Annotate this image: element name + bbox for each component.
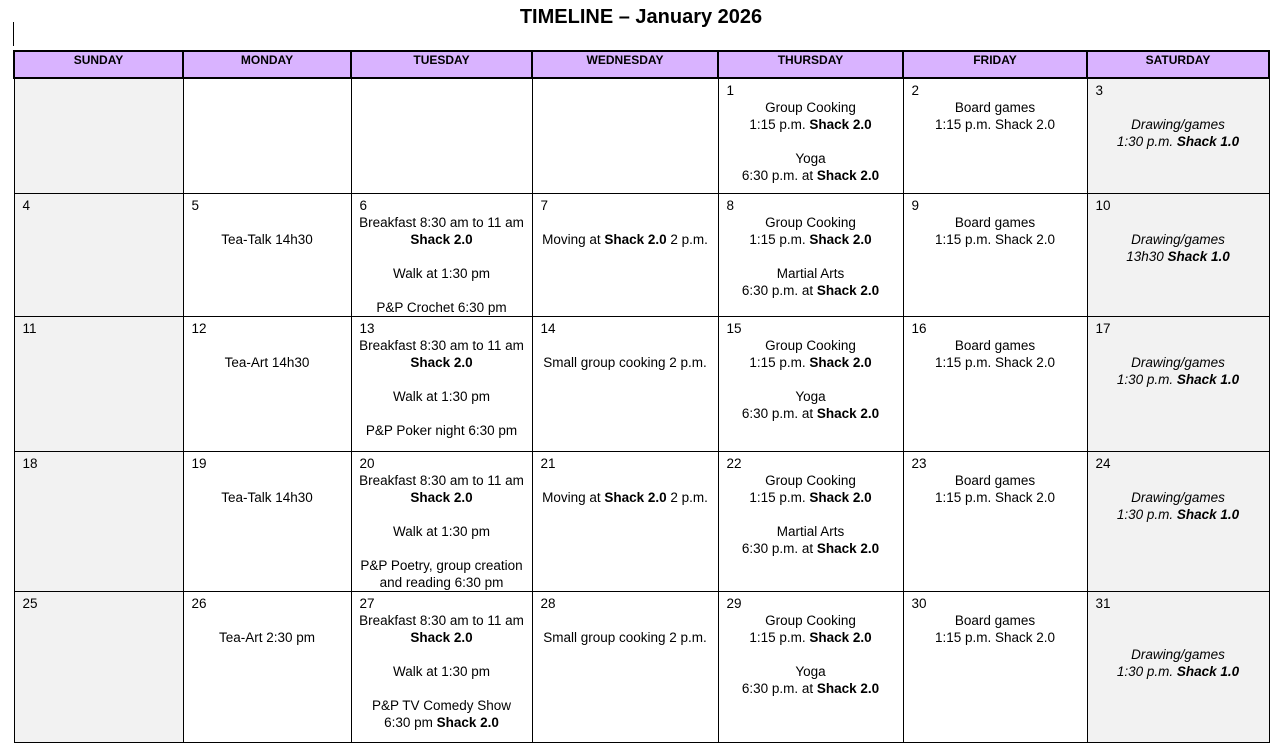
event-segment: 2 p.m. xyxy=(666,231,708,247)
day-cell xyxy=(183,316,351,451)
event-segment: 6:30 p.m. at xyxy=(741,405,817,421)
event-text xyxy=(904,612,1087,646)
event-line xyxy=(908,612,1083,629)
event-text xyxy=(904,214,1087,248)
event-text xyxy=(719,472,903,557)
event-line xyxy=(723,337,899,354)
event-segment: Yoga xyxy=(795,151,826,166)
event-segment: Martial Arts xyxy=(776,523,845,539)
location-text: Shack 2.0 xyxy=(816,168,880,183)
event-segment: 1:15 p.m. xyxy=(749,354,810,370)
event-segment: Small group cooking 2 p.m. xyxy=(543,354,707,370)
day-cell xyxy=(718,451,903,591)
event-line xyxy=(723,99,899,116)
event-segment: 1:15 p.m. xyxy=(749,117,810,132)
event-line xyxy=(356,714,528,731)
day-number: 31 xyxy=(1095,595,1111,611)
location-text: Shack 1.0 xyxy=(1176,371,1240,387)
event-segment: 1:15 p.m. Shack 2.0 xyxy=(934,231,1056,247)
event-segment: 6:30 p.m. at xyxy=(741,282,817,298)
event-line xyxy=(723,680,899,697)
event-text xyxy=(1088,214,1269,265)
event-segment: Tea-Talk 14h30 xyxy=(221,489,313,505)
event-segment: 13h30 xyxy=(1126,248,1168,264)
event-text xyxy=(1088,99,1269,150)
day-cell xyxy=(351,316,532,451)
event-line xyxy=(356,663,528,680)
event-segment: Martial Arts xyxy=(776,265,845,281)
event-segment: Tea-Art 2:30 pm xyxy=(218,629,316,645)
event-segment: 1:30 p.m. xyxy=(1116,506,1177,522)
day-cell xyxy=(903,451,1087,591)
event-line xyxy=(188,629,347,646)
day-cell xyxy=(351,591,532,742)
calendar-body xyxy=(14,78,1269,742)
event-segment: P&P Poetry, group creation xyxy=(360,557,523,573)
event-segment: Moving at xyxy=(542,231,605,247)
week-row xyxy=(14,591,1269,742)
day-cell xyxy=(14,193,183,316)
day-number: 24 xyxy=(1095,455,1111,471)
location-text: Shack 1.0 xyxy=(1176,134,1240,149)
event-line xyxy=(723,663,899,680)
event-line xyxy=(723,167,899,184)
day-number xyxy=(184,79,351,99)
day-cell xyxy=(1087,591,1269,742)
event-segment: 2 p.m. xyxy=(666,489,708,505)
event-line xyxy=(537,231,714,248)
day-number: 19 xyxy=(191,455,207,471)
day-cell xyxy=(1087,316,1269,451)
event-segment: Yoga xyxy=(795,388,826,404)
event-text xyxy=(1088,612,1269,680)
event-segment: 6:30 pm xyxy=(384,714,437,730)
event-segment: Walk at 1:30 pm xyxy=(392,663,491,679)
day-cell xyxy=(1087,193,1269,316)
event-text xyxy=(184,214,351,248)
event-segment: 6:30 p.m. at xyxy=(741,540,817,556)
event-text xyxy=(352,612,532,731)
event-text xyxy=(352,214,532,316)
day-cell xyxy=(532,316,718,451)
day-cell xyxy=(532,591,718,742)
day-cell xyxy=(1087,78,1269,193)
event-line xyxy=(188,354,347,371)
event-segment: 1:15 p.m. xyxy=(749,489,810,505)
event-segment: Group Cooking xyxy=(765,472,856,488)
event-text xyxy=(352,337,532,439)
event-text xyxy=(184,612,351,646)
event-segment: Moving at xyxy=(542,489,605,505)
event-segment: 1:15 p.m. Shack 2.0 xyxy=(934,629,1056,645)
page-title: TIMELINE – January 2026 xyxy=(519,6,763,28)
event-line xyxy=(356,629,528,646)
event-line xyxy=(723,472,899,489)
day-number: 12 xyxy=(191,320,207,336)
day-cell xyxy=(903,78,1087,193)
event-line xyxy=(1092,663,1265,680)
day-number: 29 xyxy=(726,595,742,611)
event-line xyxy=(723,231,899,248)
event-line xyxy=(1092,248,1265,265)
event-line xyxy=(723,388,899,405)
day-number xyxy=(15,79,183,99)
event-text xyxy=(1088,337,1269,388)
event-line xyxy=(356,337,528,354)
event-text xyxy=(533,214,718,248)
day-number: 3 xyxy=(1095,83,1104,98)
day-number: 11 xyxy=(22,320,37,336)
event-line xyxy=(1092,133,1265,150)
event-line xyxy=(908,99,1083,116)
event-segment: 1:15 p.m. Shack 2.0 xyxy=(934,354,1056,370)
event-line xyxy=(537,354,714,371)
event-segment: Breakfast 8:30 am to 11 am xyxy=(359,214,524,230)
location-text: Shack 2.0 xyxy=(809,629,872,645)
event-segment: Board games xyxy=(954,472,1036,488)
location-text: Shack 2.0 xyxy=(816,540,880,556)
event-segment: Walk at 1:30 pm xyxy=(392,265,491,281)
weekday-header-wednesday: WEDNESDAY xyxy=(532,51,718,78)
event-segment: Drawing/games xyxy=(1131,489,1225,505)
event-line xyxy=(356,231,528,248)
event-line xyxy=(908,337,1083,354)
day-cell xyxy=(14,316,183,451)
event-line xyxy=(356,489,528,506)
day-number: 27 xyxy=(359,595,375,611)
location-text: Shack 2.0 xyxy=(604,231,667,247)
day-number: 15 xyxy=(726,320,742,336)
event-line xyxy=(723,265,899,282)
day-number: 7 xyxy=(540,197,549,213)
day-cell xyxy=(183,78,351,193)
weekday-header-monday: MONDAY xyxy=(183,51,351,78)
event-line xyxy=(1092,231,1265,248)
event-segment: 1:15 p.m. Shack 2.0 xyxy=(934,117,1056,132)
event-line xyxy=(537,489,714,506)
event-segment: P&P Crochet 6:30 pm xyxy=(376,299,507,315)
event-line xyxy=(723,116,899,133)
location-text: Shack 1.0 xyxy=(1167,248,1230,264)
day-cell xyxy=(718,78,903,193)
location-text: Shack 2.0 xyxy=(410,231,473,247)
event-segment: Drawing/games xyxy=(1131,354,1225,370)
day-number: 30 xyxy=(911,595,927,611)
event-text xyxy=(1088,472,1269,523)
day-cell xyxy=(903,591,1087,742)
event-segment: 1:30 p.m. xyxy=(1116,134,1177,149)
location-text: Shack 2.0 xyxy=(410,489,473,505)
event-line xyxy=(723,489,899,506)
weekday-header-saturday: SATURDAY xyxy=(1087,51,1269,78)
day-number: 1 xyxy=(726,83,735,98)
event-segment: 1:30 p.m. xyxy=(1116,371,1177,387)
location-text: Shack 2.0 xyxy=(410,629,473,645)
event-line xyxy=(188,231,347,248)
event-segment: Board games xyxy=(954,337,1036,353)
event-line xyxy=(723,629,899,646)
event-segment: 1:15 p.m. xyxy=(749,231,810,247)
event-line xyxy=(1092,646,1265,663)
weekday-header-thursday: THURSDAY xyxy=(718,51,903,78)
event-line xyxy=(537,629,714,646)
day-number: 20 xyxy=(359,455,375,471)
event-line xyxy=(1092,354,1265,371)
event-segment: Walk at 1:30 pm xyxy=(392,523,491,539)
location-text: Shack 2.0 xyxy=(809,354,872,370)
location-text: Shack 2.0 xyxy=(816,405,880,421)
day-cell xyxy=(183,591,351,742)
event-line xyxy=(356,472,528,489)
event-text xyxy=(184,337,351,371)
day-number: 2 xyxy=(911,83,920,98)
location-text: Shack 2.0 xyxy=(816,282,880,298)
event-text xyxy=(719,612,903,697)
event-text xyxy=(904,472,1087,506)
event-line xyxy=(723,214,899,231)
event-segment: Breakfast 8:30 am to 11 am xyxy=(359,472,524,488)
location-text: Shack 1.0 xyxy=(1176,663,1240,679)
event-line xyxy=(1092,371,1265,388)
event-segment: 6:30 p.m. at xyxy=(741,680,817,696)
event-line xyxy=(908,354,1083,371)
event-segment: Drawing/games xyxy=(1131,117,1225,132)
day-cell xyxy=(532,78,718,193)
event-line xyxy=(356,214,528,231)
event-segment: Yoga xyxy=(795,663,826,679)
day-cell xyxy=(718,193,903,316)
week-row xyxy=(14,78,1269,193)
day-number: 14 xyxy=(540,320,556,336)
weekday-header-row xyxy=(14,51,1269,78)
event-line xyxy=(908,231,1083,248)
event-segment: 1:30 p.m. xyxy=(1116,663,1177,679)
day-number: 21 xyxy=(540,455,556,471)
day-cell xyxy=(183,451,351,591)
day-number: 4 xyxy=(22,197,31,213)
day-number xyxy=(352,79,532,99)
day-number: 9 xyxy=(911,197,920,213)
event-segment: Tea-Talk 14h30 xyxy=(221,231,313,247)
location-text: Shack 2.0 xyxy=(410,354,473,370)
event-segment: and reading 6:30 pm xyxy=(379,574,504,590)
event-line xyxy=(1092,506,1265,523)
event-text xyxy=(533,472,718,506)
day-number xyxy=(533,79,718,99)
event-segment: Tea-Art 14h30 xyxy=(224,354,310,370)
event-line xyxy=(356,523,528,540)
event-line xyxy=(908,629,1083,646)
event-line xyxy=(356,422,528,439)
day-number: 10 xyxy=(1095,197,1111,213)
event-segment: Group Cooking xyxy=(765,214,856,230)
event-text xyxy=(184,472,351,506)
event-segment: Breakfast 8:30 am to 11 am xyxy=(359,337,524,353)
week-row xyxy=(14,316,1269,451)
day-number: 22 xyxy=(726,455,742,471)
event-line xyxy=(723,282,899,299)
day-number: 26 xyxy=(191,595,207,611)
week-row xyxy=(14,193,1269,316)
day-cell xyxy=(718,316,903,451)
weekday-header-friday: FRIDAY xyxy=(903,51,1087,78)
event-segment: P&P Poker night 6:30 pm xyxy=(365,422,518,438)
location-text: Shack 2.0 xyxy=(809,489,872,505)
event-segment: Drawing/games xyxy=(1131,646,1225,662)
weekday-header-sunday: SUNDAY xyxy=(14,51,183,78)
day-cell xyxy=(351,78,532,193)
location-text: Shack 2.0 xyxy=(816,680,880,696)
event-segment: P&P TV Comedy Show xyxy=(371,697,512,713)
event-line xyxy=(723,150,899,167)
event-segment: Small group cooking 2 p.m. xyxy=(543,629,707,645)
event-text xyxy=(533,612,718,646)
event-segment: Group Cooking xyxy=(765,337,856,353)
day-number: 16 xyxy=(911,320,927,336)
event-text xyxy=(719,337,903,422)
event-line xyxy=(356,574,528,591)
event-line xyxy=(356,265,528,282)
event-segment: Board games xyxy=(954,612,1036,628)
event-line xyxy=(723,612,899,629)
event-line xyxy=(723,405,899,422)
event-segment: Breakfast 8:30 am to 11 am xyxy=(359,612,524,628)
event-segment: 1:15 p.m. xyxy=(749,629,810,645)
event-line xyxy=(188,489,347,506)
event-line xyxy=(723,523,899,540)
event-segment: Board games xyxy=(954,100,1036,115)
event-line xyxy=(1092,116,1265,133)
day-number: 6 xyxy=(359,197,368,213)
event-segment: Board games xyxy=(954,214,1036,230)
day-cell xyxy=(183,193,351,316)
calendar-table xyxy=(13,50,1270,743)
event-line xyxy=(356,388,528,405)
weekday-header-tuesday: TUESDAY xyxy=(351,51,532,78)
event-segment: Walk at 1:30 pm xyxy=(392,388,491,404)
event-line xyxy=(908,472,1083,489)
event-line xyxy=(356,557,528,574)
location-text: Shack 2.0 xyxy=(809,231,872,247)
event-text xyxy=(352,472,532,591)
event-line xyxy=(356,697,528,714)
event-segment: 6:30 p.m. at xyxy=(741,168,817,183)
day-cell xyxy=(1087,451,1269,591)
week-row xyxy=(14,451,1269,591)
day-number: 23 xyxy=(911,455,927,471)
event-line xyxy=(908,116,1083,133)
event-text xyxy=(719,99,903,184)
location-text: Shack 2.0 xyxy=(604,489,667,505)
day-cell xyxy=(14,451,183,591)
event-line xyxy=(356,612,528,629)
day-number: 28 xyxy=(540,595,556,611)
day-number: 8 xyxy=(726,197,735,213)
event-line xyxy=(908,489,1083,506)
event-text xyxy=(719,214,903,299)
day-cell xyxy=(532,451,718,591)
event-line xyxy=(723,354,899,371)
day-cell xyxy=(14,78,183,193)
day-cell xyxy=(718,591,903,742)
event-text xyxy=(904,337,1087,371)
location-text: Shack 2.0 xyxy=(809,117,872,132)
event-line xyxy=(723,540,899,557)
event-line xyxy=(356,299,528,316)
event-line xyxy=(908,214,1083,231)
day-cell xyxy=(14,591,183,742)
day-number: 18 xyxy=(22,455,38,471)
day-number: 5 xyxy=(191,197,200,213)
day-number: 25 xyxy=(22,595,38,611)
text-cursor xyxy=(13,22,14,46)
event-line xyxy=(1092,489,1265,506)
event-line xyxy=(356,354,528,371)
event-segment: Drawing/games xyxy=(1131,231,1225,247)
event-segment: Group Cooking xyxy=(765,100,856,115)
day-number: 13 xyxy=(359,320,375,336)
event-segment: 1:15 p.m. Shack 2.0 xyxy=(934,489,1056,505)
location-text: Shack 2.0 xyxy=(436,714,499,730)
location-text: Shack 1.0 xyxy=(1176,506,1240,522)
day-cell xyxy=(351,193,532,316)
day-cell xyxy=(903,193,1087,316)
day-cell xyxy=(351,451,532,591)
event-text xyxy=(533,337,718,371)
day-cell xyxy=(903,316,1087,451)
day-number: 17 xyxy=(1095,320,1111,336)
day-cell xyxy=(532,193,718,316)
event-text xyxy=(904,99,1087,133)
event-segment: Group Cooking xyxy=(765,612,856,628)
